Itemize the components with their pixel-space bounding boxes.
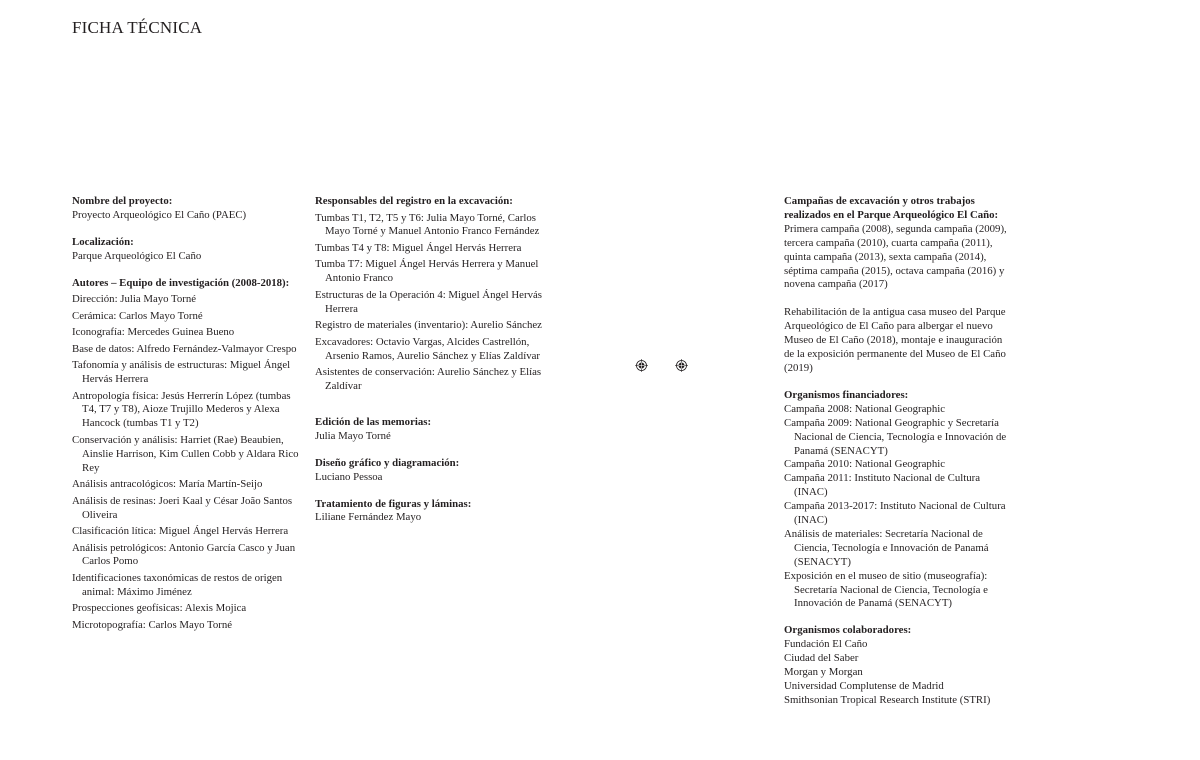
registry-item: Asistentes de conservación: Aurelio Sánchez y Elías Zaldívar (315, 366, 542, 393)
section-value: Proyecto Arqueológico El Caño (PAEC) (72, 208, 247, 221)
author-item: Base de datos: Alfredo Fernández-Valmayor Crespo (72, 342, 297, 355)
funders-list (784, 403, 1012, 612)
funder-item: Análisis de materiales: Secretaría Nacional de Ciencia, Tecnología e Innovación de Panamá (SENACYT) (784, 527, 989, 568)
campaigns-paragraph: Primera campaña (2008), segunda campaña (2009), tercera campaña (2010), cuarta campaña (2011), quinta campaña (2013), sexta campaña (2014), séptima campaña (2015), octava campaña (2016) y novena campaña (2017) (784, 222, 1007, 291)
section-authors (72, 277, 302, 633)
section-heading: Organismos colaboradores: (784, 624, 912, 637)
section-heading: Autores – Equipo de investigación (2008-2018): (72, 276, 290, 289)
section-heading: Responsables del registro en la excavación: (315, 195, 513, 207)
funder-item: Exposición en el museo de sitio (museografía): Secretaría Nacional de Ciencia, Tecnología e Innovación de Panamá (SENACYT) (784, 569, 988, 610)
section-value: Luciano Pessoa (315, 470, 383, 483)
funder-item: Campaña 2010: National Geographic (784, 458, 946, 471)
author-item: Cerámica: Carlos Mayo Torné (72, 309, 203, 322)
column-right (784, 195, 1012, 721)
column-left (72, 195, 302, 646)
author-item: Análisis de resinas: Joeri Kaal y César João Santos Oliveira (72, 494, 293, 521)
registration-mark-icon (635, 359, 648, 372)
section-value: Parque Arqueológico El Caño (72, 249, 202, 262)
author-item: Dirección: Julia Mayo Torné (72, 293, 197, 306)
section-heading: Organismos financiadores: (784, 388, 909, 401)
registry-item: Excavadores: Octavio Vargas, Alcides Castrellón, Arsenio Ramos, Aurelio Sánchez y Elías Zaldívar (315, 335, 540, 362)
section-heading: Tratamiento de figuras y láminas: (315, 497, 472, 510)
collaborator-item: Fundación El Caño (784, 638, 868, 651)
collaborator-item: Smithsonian Tropical Research Institute (STRI) (784, 693, 991, 706)
section-registry (315, 195, 545, 394)
author-item: Microtopografía: Carlos Mayo Torné (72, 618, 233, 631)
section-heading: Campañas de excavación y otros trabajos realizados en el Parque Arqueológico El Caño: (784, 195, 999, 221)
author-item: Tafonomía y análisis de estructuras: Miguel Ángel Hervás Herrera (72, 359, 291, 386)
section-heading: Diseño gráfico y diagramación: (315, 456, 460, 469)
funder-item: Campaña 2008: National Geographic (784, 402, 946, 415)
section-heading: Localización: (72, 235, 134, 248)
author-item: Antropología física: Jesús Herrerín López (tumbas T4, T7 y T8), Aioze Trujillo Mederos y Alexa Hancock (tumbas T1 y T2) (72, 389, 291, 430)
section-campaigns (784, 195, 1012, 292)
author-item: Conservación y análisis: Harriet (Rae) Beaubien, Ainslie Harrison, Kim Cullen Cobb y Aldara Rico Rey (72, 433, 299, 474)
funder-item: Campaña 2013-2017: Instituto Nacional de Cultura (INAC) (784, 500, 1006, 527)
author-item: Iconografía: Mercedes Guinea Bueno (72, 326, 235, 339)
author-item: Análisis petrológicos: Antonio García Casco y Juan Carlos Pomo (72, 541, 296, 568)
registry-item: Tumbas T4 y T8: Miguel Ángel Hervás Herrera (315, 241, 522, 254)
funder-item: Campaña 2009: National Geographic y Secretaría Nacional de Ciencia, Tecnología e Innovación de Panamá (SENACYT) (784, 416, 1007, 457)
registry-item: Estructuras de la Operación 4: Miguel Ángel Hervás Herrera (315, 288, 542, 315)
rehabilitation-paragraph: Rehabilitación de la antigua casa museo del Parque Arqueológico de El Caño para albergar el nuevo Museo de El Caño (2018), montaje e inauguración de la exposición permanente del Museo de El Caño (2019) (784, 306, 1006, 374)
registry-list (315, 212, 545, 394)
author-item: Clasificación lítica: Miguel Ángel Hervás Herrera (72, 525, 289, 538)
section-figures (315, 498, 545, 526)
section-rehabilitation (784, 306, 1012, 376)
section-funders (784, 389, 1012, 612)
section-value: Julia Mayo Torné (315, 429, 391, 442)
authors-list (72, 293, 302, 633)
section-editing (315, 416, 545, 444)
registry-item: Tumba T7: Miguel Ángel Hervás Herrera y Manuel Antonio Franco (315, 258, 539, 285)
section-project-name (72, 195, 302, 223)
section-design (315, 457, 545, 485)
section-collaborators (784, 624, 1012, 707)
funder-item: Campaña 2011: Instituto Nacional de Cultura (INAC) (784, 472, 980, 499)
author-item: Identificaciones taxonómicas de restos de origen animal: Máximo Jiménez (72, 571, 283, 598)
collaborator-item: Universidad Complutense de Madrid (784, 680, 944, 692)
section-location (72, 236, 302, 264)
collaborators-list (784, 638, 1012, 708)
collaborator-item: Ciudad del Saber (784, 652, 859, 665)
registry-item: Tumbas T1, T2, T5 y T6: Julia Mayo Torné, Carlos Mayo Torné y Manuel Antonio Franco Fernández (315, 211, 540, 238)
author-item: Análisis antracológicos: María Martín-Seijo (72, 478, 263, 491)
page-title: FICHA TÉCNICA (72, 18, 203, 37)
section-heading: Edición de las memorias: (315, 415, 432, 428)
registry-item: Registro de materiales (inventario): Aurelio Sánchez (315, 319, 542, 332)
column-middle (315, 195, 545, 538)
author-item: Prospecciones geofísicas: Alexis Mojica (72, 602, 247, 615)
section-heading: Nombre del proyecto: (72, 195, 173, 207)
section-value: Liliane Fernández Mayo (315, 511, 422, 524)
registration-mark-icon (675, 359, 688, 372)
collaborator-item: Morgan y Morgan (784, 666, 863, 679)
